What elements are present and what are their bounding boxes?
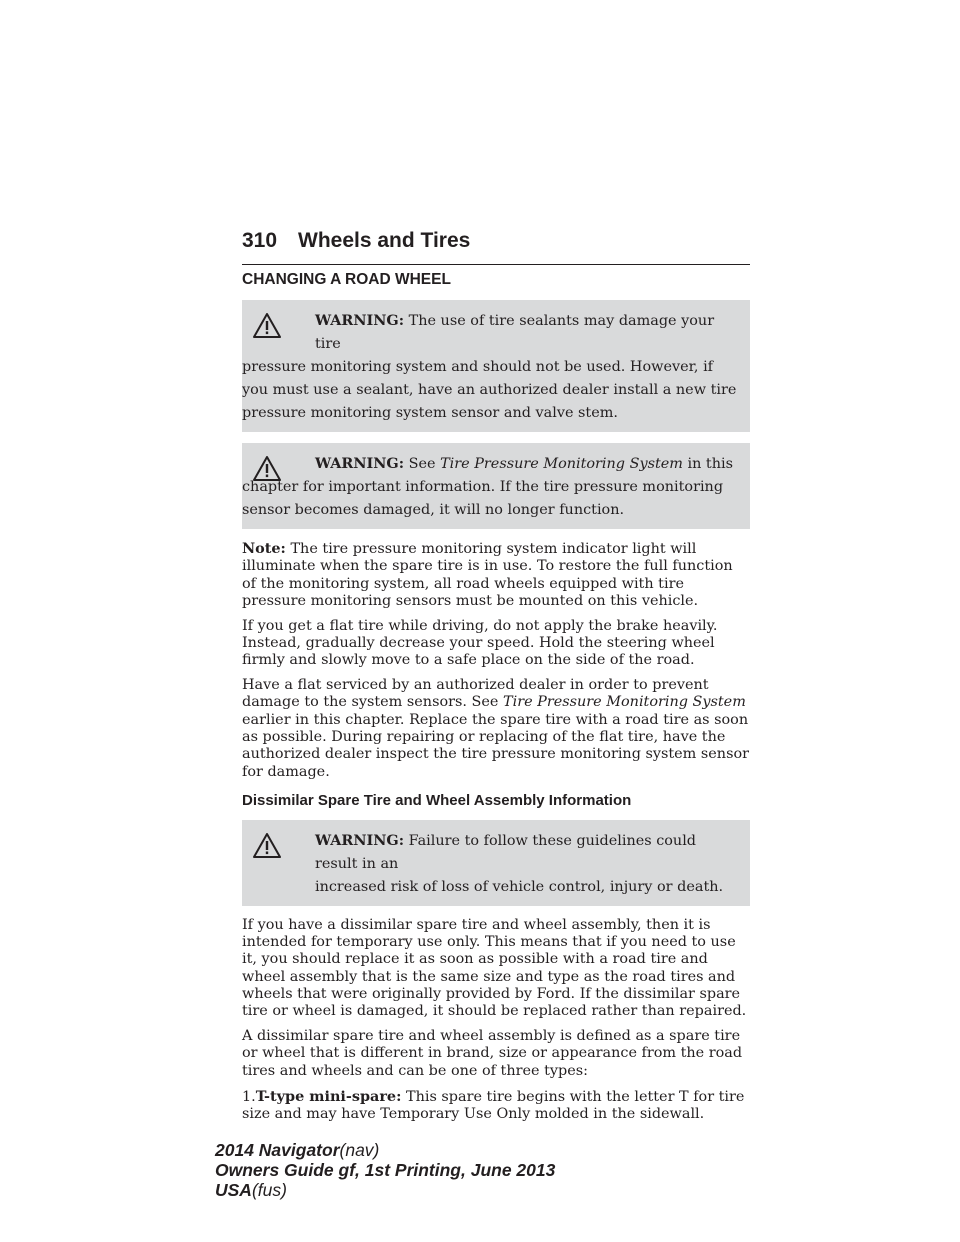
- cross-reference-link: Tire Pressure Monitoring System: [440, 456, 683, 472]
- footer-line-edition: Owners Guide gf, 1st Printing, June 2013: [215, 1160, 556, 1180]
- warning-box-sealant: [242, 300, 750, 432]
- footer-line-market: [215, 1180, 555, 1200]
- warning-label: WARNING:: [315, 312, 405, 329]
- warning-text-rest: chapter for important information. If the tire pressure monitoring sensor becomes damaged, it will no longer function.: [242, 479, 724, 518]
- paragraph-text: Have a flat serviced by an authorized dealer in order to prevent damage to the system sensors. See: [242, 677, 709, 711]
- list-number: 1.: [242, 1088, 256, 1105]
- chapter-title: Wheels and Tires: [298, 229, 471, 252]
- paragraph-text: earlier in this chapter. Replace the spare tire with a road tire as soon as possible. During repairing or replacing of the flat tire, have the authorized dealer inspect the tire pressure monitoring system sensor for damage.: [242, 711, 750, 780]
- service-paragraph: [242, 677, 750, 781]
- warning-text: Failure to follow these guidelines could result in an: [315, 832, 697, 872]
- footer-model: 2014 Navigator: [215, 1140, 340, 1160]
- warning-first-line: [242, 309, 742, 356]
- page-number: 310: [242, 229, 278, 252]
- warning-label: WARNING:: [315, 831, 405, 849]
- warning-text-rest: pressure monitoring system and should not be used. However, if you must use a sealant, have an authorized dealer install a new tire pressure monitoring system sensor and valve stem.: [242, 359, 737, 421]
- note-text: The tire pressure monitoring system indicator light will illuminate when the spare tire is in use. To restore the full function of the monitoring system, all road wheels equipped with tire pressure monitoring sensors must be mounted on this vehicle.: [242, 541, 733, 609]
- warning-first-line: [242, 829, 742, 876]
- cross-reference-link: Tire Pressure Monitoring System: [503, 694, 746, 711]
- warning-second-line: increased risk of loss of vehicle control, injury or death.: [315, 878, 724, 895]
- list-item-text: This spare tire begins with the letter T for tire size and may have Temporary Use Only molded in the sidewall.: [242, 1088, 745, 1122]
- footer-line-model: [215, 1140, 555, 1160]
- section-heading: CHANGING A ROAD WHEEL: [242, 271, 451, 288]
- subsection-heading: Dissimilar Spare Tire and Wheel Assembly Information: [242, 791, 632, 809]
- warning-triangle-icon: [252, 832, 282, 859]
- warning-label: WARNING:: [315, 455, 405, 472]
- warning-triangle-icon: [252, 455, 282, 482]
- note-label: Note:: [242, 540, 286, 557]
- footer-market: USA: [215, 1180, 252, 1200]
- warning-text: The use of tire sealants may damage your tire: [315, 313, 715, 352]
- warning-first-line: [242, 452, 742, 476]
- footer-market-code: (fus): [251, 1180, 287, 1200]
- warning-triangle-icon: [252, 312, 282, 339]
- note-paragraph: [242, 540, 750, 610]
- list-item-t-type: [242, 1088, 750, 1124]
- warning-text: in this: [687, 456, 733, 472]
- temporary-use-paragraph: If you have a dissimilar spare tire and wheel assembly, then it is intended for temporary use only. This means that if you need to use it, you should replace it as soon as possible with a road tire and wheel assembly that is the same size and type as the road tires and wheels that were originally provided by Ford. If the dissimilar spare tire or wheel is damaged, it should be replaced rather than repaired.: [242, 916, 747, 1020]
- footer-model-code: (nav): [339, 1140, 380, 1160]
- page-header: [242, 228, 750, 265]
- definition-paragraph: A dissimilar spare tire and wheel assembly is defined as a spare tire or wheel that is different in brand, size or appearance from the road tires and wheels and can be one of three types:: [242, 1028, 743, 1079]
- flat-tire-paragraph: If you get a flat tire while driving, do not apply the brake heavily. Instead, gradually decrease your speed. Hold the steering wheel firmly and slowly move to a safe place on the side of the road.: [242, 617, 718, 669]
- warning-box-tpms: [242, 443, 750, 529]
- page-content: [242, 270, 750, 1131]
- warning-text: See: [408, 456, 436, 472]
- document-footer: [215, 1140, 555, 1200]
- warning-box-guidelines: [242, 820, 750, 906]
- list-item-label: T-type mini-spare:: [255, 1087, 402, 1105]
